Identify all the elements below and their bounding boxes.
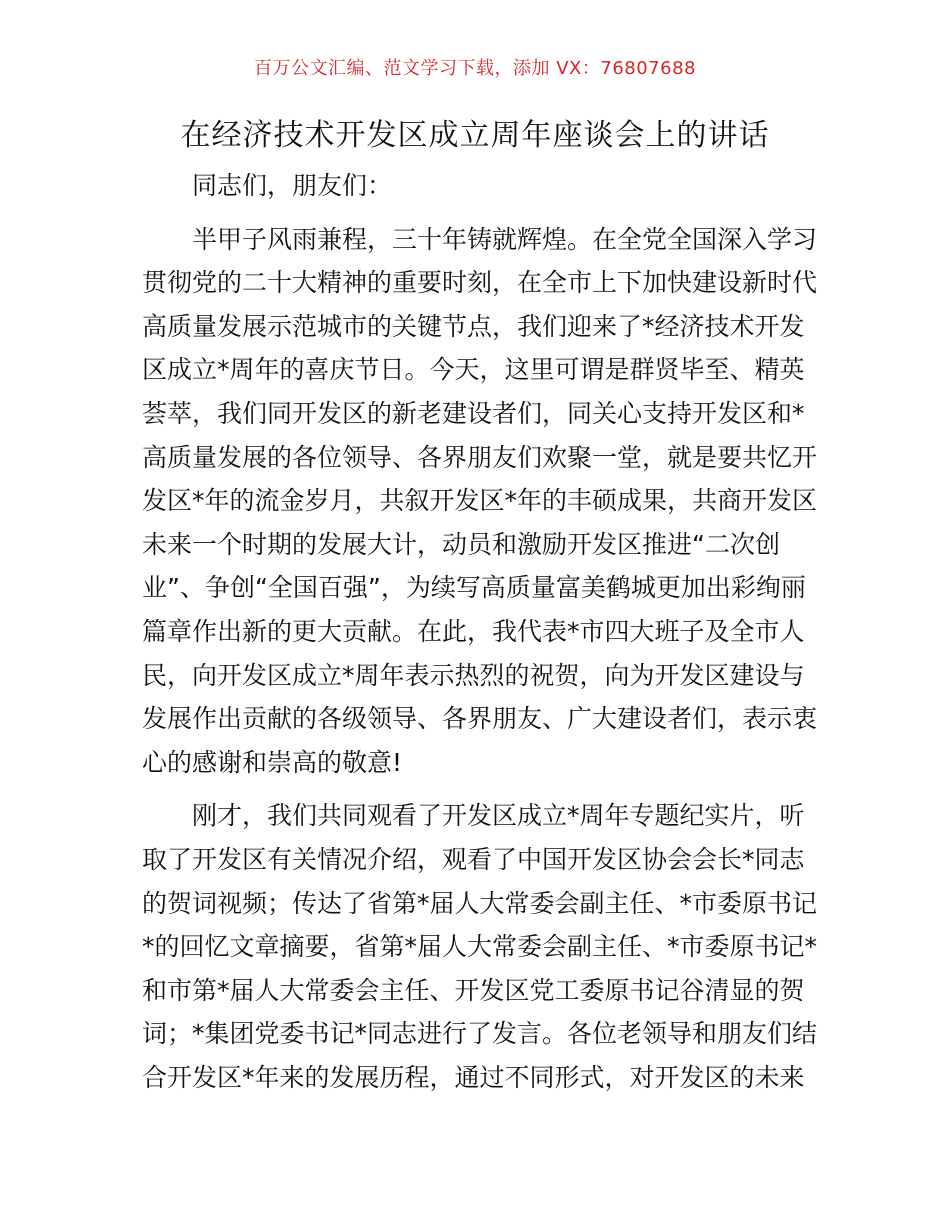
paragraph-line: 民，向开发区成立*周年表示热烈的祝贺，向为开发区建设与 <box>142 660 805 690</box>
paragraph-line: 贯彻党的二十大精神的重要时刻，在全市上下加快建设新时代 <box>142 268 818 298</box>
paragraph-line: 半甲子风雨兼程，三十年铸就辉煌。在全党全国深入学习 <box>192 224 818 254</box>
paragraph-line: 未来一个时期的发展大计，动员和激励开发区推进“二次创 <box>142 529 780 559</box>
paragraph-line: 荟萃，我们同开发区的新老建设者们，同关心支持开发区和* <box>142 398 805 428</box>
paragraph-line: 词；*集团党委书记*同志进行了发言。各位老领导和朋友们结 <box>142 1019 818 1049</box>
paragraph-line: 和市第*届人大常委会主任、开发区党工委原书记谷清显的贺 <box>142 975 805 1005</box>
watermark-banner: 百万公文汇编、范文学习下载，添加 VX：76807688 <box>254 58 696 79</box>
paragraph-line: 发区*年的流金岁月，共叙开发区*年的丰硕成果，共商开发区 <box>142 486 818 516</box>
paragraph-line: 取了开发区有关情况介绍，观看了中国开发区协会会长*同志 <box>142 844 805 874</box>
paragraph-line: 合开发区*年来的发展历程，通过不同形式，对开发区的未来 <box>142 1062 805 1092</box>
document-body <box>142 164 818 1099</box>
paragraph-line: 刚才，我们共同观看了开发区成立*周年专题纪实片，听 <box>192 801 805 831</box>
paragraph-line: 区成立*周年的喜庆节日。今天，这里可谓是群贤毕至、精英 <box>142 355 805 385</box>
salutation: 同志们，朋友们： <box>192 171 393 200</box>
paragraph-line: *的回忆文章摘要，省第*届人大常委会副主任、*市委原书记* <box>142 932 818 962</box>
paragraph-2 <box>142 794 818 1099</box>
paragraph-line: 业”、争创“全国百强”，为续写高质量富美鹤城更加出彩绚丽 <box>142 573 806 603</box>
paragraph-line: 高质量发展的各位领导、各界朋友们欢聚一堂，就是要共忆开 <box>142 442 818 472</box>
paragraph-line: 高质量发展示范城市的关键节点，我们迎来了*经济技术开发 <box>142 311 805 341</box>
paragraph-line: 发展作出贡献的各级领导、各界朋友、广大建设者们，表示衷 <box>142 704 818 734</box>
paragraph-line: 篇章作出新的更大贡献。在此，我代表*市四大班子及全市人 <box>142 616 805 646</box>
paragraph-line: 心的感谢和崇高的敬意! <box>142 747 403 777</box>
paragraph-1 <box>142 218 818 785</box>
document-title: 在经济技术开发区成立周年座谈会上的讲话 <box>180 118 770 153</box>
paragraph-line: 的贺词视频；传达了省第*届人大常委会副主任、*市委原书记 <box>142 888 818 918</box>
